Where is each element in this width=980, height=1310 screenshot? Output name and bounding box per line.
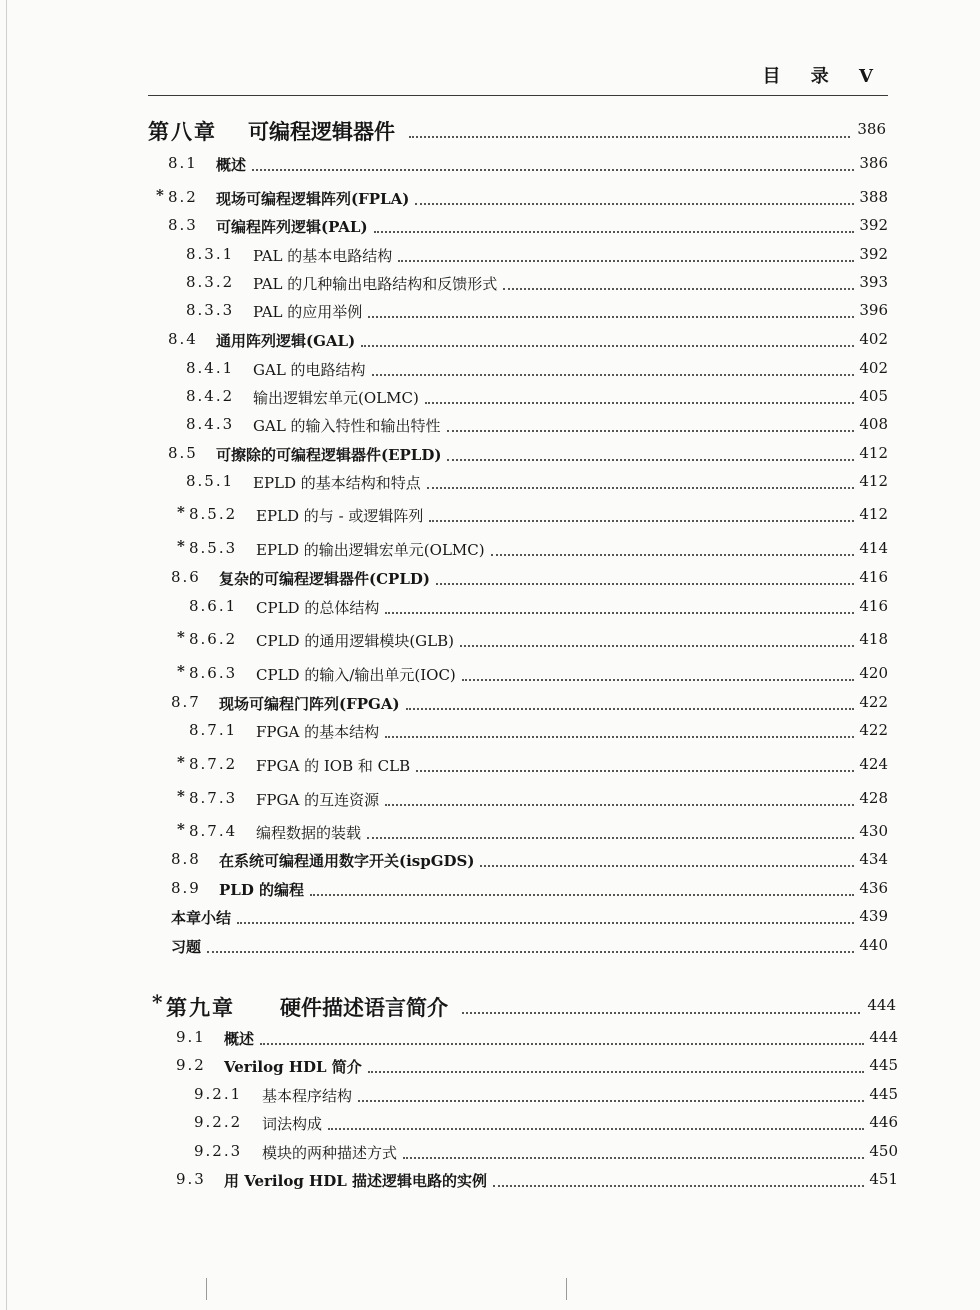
subsection-entry (0, 501, 980, 529)
entry-page: 412 (859, 444, 888, 462)
dot-leader (237, 922, 854, 924)
entry-title: GAL 的电路结构 (253, 361, 366, 379)
entry-number: 8.4.2 (186, 387, 235, 405)
dot-leader (429, 520, 854, 522)
chapter-heading (0, 992, 980, 1020)
entry-title: 模块的两种描述方式 (262, 1144, 398, 1162)
entry-page: 430 (859, 822, 888, 840)
subsection-entry (0, 751, 980, 779)
entry-title: FPGA 的 IOB 和 CLB (256, 757, 411, 775)
summary-entry (0, 903, 980, 931)
section-entry (0, 689, 980, 717)
section-entry (0, 564, 980, 592)
chapter-star: * (152, 990, 163, 1014)
dot-leader (436, 583, 854, 585)
entry-number: 8.8 (171, 850, 201, 868)
entry-number: 8.6.3 (189, 664, 238, 682)
chapter-title: 硬件描述语言简介 (280, 995, 448, 1020)
subsection-entry (0, 717, 980, 745)
entry-number: 8.2 (168, 188, 198, 206)
chapter-title: 可编程逻辑器件 (248, 119, 395, 144)
section-entry (0, 1052, 980, 1080)
entry-page: 434 (859, 850, 888, 868)
dot-leader (368, 316, 854, 318)
entry-title: EPLD 的基本结构和特点 (253, 474, 421, 492)
entry-title: EPLD 的输出逻辑宏单元(OLMC) (256, 541, 485, 559)
entry-title: 用 Verilog HDL 描述逻辑电路的实例 (224, 1172, 487, 1190)
entry-page: 386 (859, 154, 888, 172)
entry-title: 基本程序结构 (262, 1087, 353, 1105)
dot-leader (425, 402, 854, 404)
entry-number: 8.6.1 (189, 597, 238, 615)
entry-title: PAL 的应用举例 (253, 303, 363, 321)
scan-mark (566, 1278, 567, 1300)
entry-title: CPLD 的总体结构 (256, 599, 380, 617)
entry-page: 416 (859, 568, 888, 586)
section-entry (0, 846, 980, 874)
entry-page: 422 (859, 721, 888, 739)
entry-number: 9.2.2 (194, 1113, 243, 1131)
entry-number: 8.4 (168, 330, 198, 348)
header-rule (148, 95, 888, 96)
entry-page: 402 (859, 359, 888, 377)
subsection-entry (0, 535, 980, 563)
entry-page: 422 (859, 693, 888, 711)
entry-star: * (177, 537, 185, 555)
subsection-entry (0, 383, 980, 411)
dot-leader (368, 1071, 864, 1073)
entry-number: 8.5 (168, 444, 198, 462)
entry-title: 输出逻辑宏单元(OLMC) (253, 389, 419, 407)
subsection-entry (0, 818, 980, 846)
dot-leader (361, 345, 854, 347)
entry-page: 408 (859, 415, 888, 433)
subsection-entry (0, 468, 980, 496)
dot-leader (491, 554, 854, 556)
entry-page: 446 (869, 1113, 898, 1131)
entry-title: 现场可编程逻辑阵列(FPLA) (216, 190, 410, 208)
entry-number: 9.2.3 (194, 1142, 243, 1160)
entry-number: 8.4.3 (186, 415, 235, 433)
running-header: 目 录 V (762, 66, 874, 87)
dot-leader (447, 430, 854, 432)
entry-page: 444 (869, 1028, 898, 1046)
entry-star: * (177, 628, 185, 646)
dot-leader (503, 288, 854, 290)
entry-number: 8.6.2 (189, 630, 238, 648)
subsection-entry (0, 593, 980, 621)
entry-star: * (177, 503, 185, 521)
subsection-entry (0, 269, 980, 297)
dot-leader (415, 203, 854, 205)
dot-leader (385, 612, 854, 614)
dot-leader (409, 136, 850, 138)
entry-title: PAL 的几种输出电路结构和反馈形式 (253, 275, 498, 293)
entry-number: 8.6 (171, 568, 201, 586)
subsection-entry (0, 785, 980, 813)
scan-mark (206, 1278, 207, 1300)
entry-star: * (156, 186, 164, 204)
entry-page: 414 (859, 539, 888, 557)
subsection-entry (0, 1138, 980, 1166)
dot-leader (207, 951, 854, 953)
dot-leader (447, 459, 854, 461)
chapter-page: 386 (857, 120, 886, 138)
section-entry (0, 212, 980, 240)
dot-leader (406, 708, 854, 710)
subsection-entry (0, 297, 980, 325)
section-entry (0, 150, 980, 178)
entry-page: 392 (859, 216, 888, 234)
entry-number: 9.1 (176, 1028, 206, 1046)
dot-leader (480, 865, 854, 867)
entry-star: * (177, 753, 185, 771)
entry-number: 8.1 (168, 154, 198, 172)
dot-leader (385, 736, 854, 738)
dot-leader (385, 804, 854, 806)
entry-title: 习题 (171, 938, 202, 956)
entry-title: 现场可编程门阵列(FPGA) (219, 695, 400, 713)
dot-leader (403, 1157, 864, 1159)
entry-title: 概述 (216, 156, 247, 174)
entry-number: 9.3 (176, 1170, 206, 1188)
subsection-entry (0, 411, 980, 439)
dot-leader (462, 679, 854, 681)
entry-page: 445 (869, 1056, 898, 1074)
entry-number: 8.7.2 (189, 755, 238, 773)
page-header (148, 62, 888, 92)
dot-leader (372, 374, 854, 376)
entry-title: CPLD 的通用逻辑模块(GLB) (256, 632, 454, 650)
entry-page: 393 (859, 273, 888, 291)
dot-leader (493, 1185, 864, 1187)
entry-title: 通用阵列逻辑(GAL) (216, 332, 356, 350)
entry-title: 在系统可编程通用数字开关(ispGDS) (219, 852, 475, 870)
section-entry (0, 440, 980, 468)
entry-title: Verilog HDL 简介 (224, 1058, 362, 1076)
entry-page: 388 (859, 188, 888, 206)
entry-number: 9.2.1 (194, 1085, 243, 1103)
entry-page: 445 (869, 1085, 898, 1103)
entry-page: 428 (859, 789, 888, 807)
entry-number: 8.4.1 (186, 359, 235, 377)
dot-leader (260, 1043, 864, 1045)
entry-title: GAL 的输入特性和输出特性 (253, 417, 441, 435)
section-entry (0, 1024, 980, 1052)
entry-page: 412 (859, 505, 888, 523)
entry-title: FPGA 的互连资源 (256, 791, 380, 809)
dot-leader (252, 169, 854, 171)
entry-title: PAL 的基本电路结构 (253, 247, 393, 265)
entry-number: 8.5.2 (189, 505, 238, 523)
dot-leader (416, 770, 854, 772)
entry-title: 复杂的可编程逻辑器件(CPLD) (219, 570, 430, 588)
entry-title: 词法构成 (262, 1115, 323, 1133)
dot-leader (427, 487, 854, 489)
dot-leader (374, 231, 854, 233)
entry-page: 420 (859, 664, 888, 682)
chapter-heading (0, 116, 980, 144)
dot-leader (328, 1128, 864, 1130)
subsection-entry (0, 355, 980, 383)
entry-title: PLD 的编程 (219, 881, 305, 899)
dot-leader (367, 837, 854, 839)
entry-title: CPLD 的输入/输出单元(IOC) (256, 666, 456, 684)
subsection-entry (0, 660, 980, 688)
entry-page: 396 (859, 301, 888, 319)
entry-star: * (177, 662, 185, 680)
entry-title: 可编程阵列逻辑(PAL) (216, 218, 368, 236)
entry-page: 439 (859, 907, 888, 925)
entry-number: 8.3.2 (186, 273, 235, 291)
entry-number: 9.2 (176, 1056, 206, 1074)
chapter-number: 第九章 (166, 995, 235, 1020)
dot-leader (310, 894, 854, 896)
section-entry (0, 326, 980, 354)
entry-star: * (177, 787, 185, 805)
entry-page: 451 (869, 1170, 898, 1188)
entry-number: 8.7.4 (189, 822, 238, 840)
entry-number: 8.7.1 (189, 721, 238, 739)
entry-title: EPLD 的与 - 或逻辑阵列 (256, 507, 424, 525)
entry-title: 概述 (224, 1030, 255, 1048)
entry-title: FPGA 的基本结构 (256, 723, 380, 741)
entry-star: * (177, 820, 185, 838)
section-entry (0, 875, 980, 903)
entry-page: 440 (859, 936, 888, 954)
dot-leader (460, 645, 854, 647)
entry-page: 424 (859, 755, 888, 773)
entry-number: 8.3 (168, 216, 198, 234)
subsection-entry (0, 626, 980, 654)
entry-number: 8.5.1 (186, 472, 235, 490)
entry-page: 412 (859, 472, 888, 490)
section-entry (0, 1166, 980, 1194)
chapter-page: 444 (867, 996, 896, 1014)
section-entry (0, 184, 980, 212)
chapter-number: 第八章 (148, 119, 217, 144)
entry-page: 436 (859, 879, 888, 897)
subsection-entry (0, 241, 980, 269)
entry-number: 8.3.3 (186, 301, 235, 319)
entry-title: 可擦除的可编程逻辑器件(EPLD) (216, 446, 442, 464)
subsection-entry (0, 1081, 980, 1109)
entry-page: 402 (859, 330, 888, 348)
subsection-entry (0, 1109, 980, 1137)
dot-leader (358, 1100, 864, 1102)
entry-page: 392 (859, 245, 888, 263)
entry-page: 416 (859, 597, 888, 615)
entry-number: 8.9 (171, 879, 201, 897)
dot-leader (462, 1012, 860, 1014)
entry-page: 418 (859, 630, 888, 648)
entry-title: 编程数据的装载 (256, 824, 362, 842)
summary-entry (0, 932, 980, 960)
entry-number: 8.7 (171, 693, 201, 711)
dot-leader (398, 260, 854, 262)
entry-number: 8.3.1 (186, 245, 235, 263)
entry-title: 本章小结 (171, 909, 232, 927)
entry-number: 8.5.3 (189, 539, 238, 557)
entry-page: 450 (869, 1142, 898, 1160)
entry-page: 405 (859, 387, 888, 405)
entry-number: 8.7.3 (189, 789, 238, 807)
